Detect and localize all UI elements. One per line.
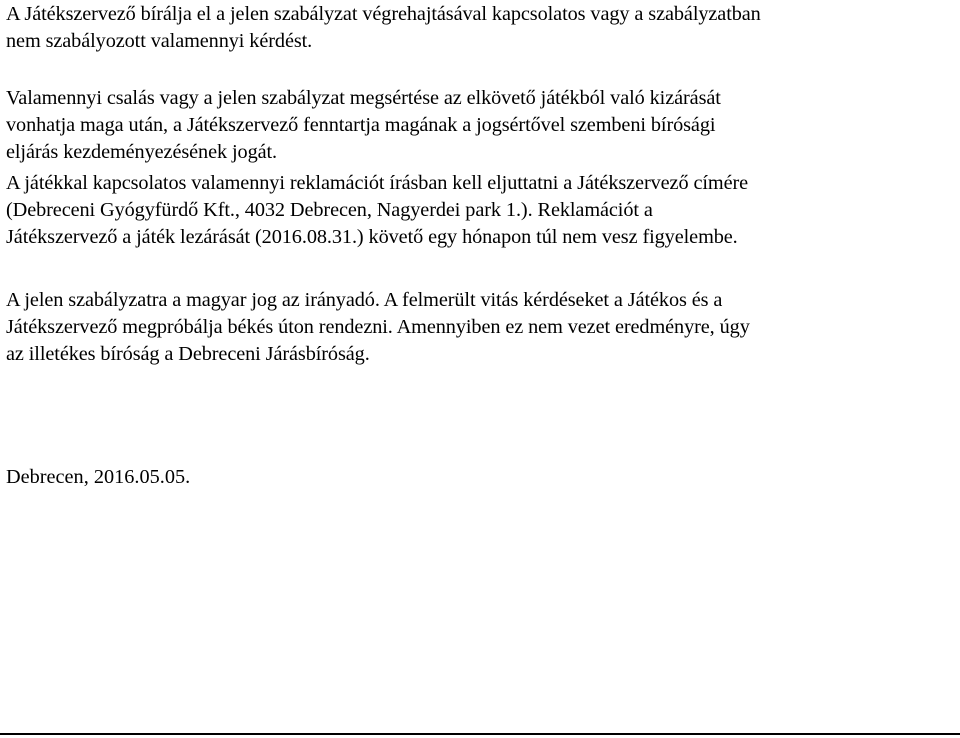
- text-line: vonhatja maga után, a Játékszervező fenntartja magának a jogsértővel szembeni bírósági: [6, 113, 716, 136]
- text-line: nem szabályozott valamennyi kérdést.: [6, 29, 313, 52]
- text-line: A jelen szabályzatra a magyar jog az irányadó. A felmerült vitás kérdéseket a Játékos és a: [6, 289, 723, 311]
- text-line: az illetékes bíróság a Debreceni Járásbíróság.: [6, 342, 370, 365]
- text-line: Valamennyi csalás vagy a jelen szabályzat megsértése az elkövető játékból való kizárását: [6, 87, 721, 109]
- text-line: (Debreceni Gyógyfürdő Kft., 4032 Debrecen, Nagyerdei park 1.). Reklamációt a: [6, 198, 653, 221]
- bottom-divider: [0, 733, 960, 735]
- paragraph-governing-law: [6, 287, 750, 367]
- text-line: Játékszervező a játék lezárását (2016.08.31.) követő egy hónapon túl nem vesz figyelembe.: [6, 225, 738, 248]
- paragraph-complaints: [6, 170, 748, 250]
- text-line: A Játékszervező bírálja el a jelen szabályzat végrehajtásával kapcsolatos vagy a szabályzatban: [6, 3, 761, 25]
- text-line: eljárás kezdeményezésének jogát.: [6, 140, 278, 163]
- text-line: A játékkal kapcsolatos valamennyi reklamációt írásban kell eljuttatni a Játékszervező címére: [6, 172, 749, 194]
- paragraph-referee: [6, 1, 761, 55]
- paragraph-fraud: [6, 85, 721, 165]
- place-and-date: Debrecen, 2016.05.05.: [6, 466, 191, 488]
- text-line: Játékszervező megpróbálja békés úton rendezni. Amennyiben ez nem vezet eredményre, úgy: [6, 315, 750, 338]
